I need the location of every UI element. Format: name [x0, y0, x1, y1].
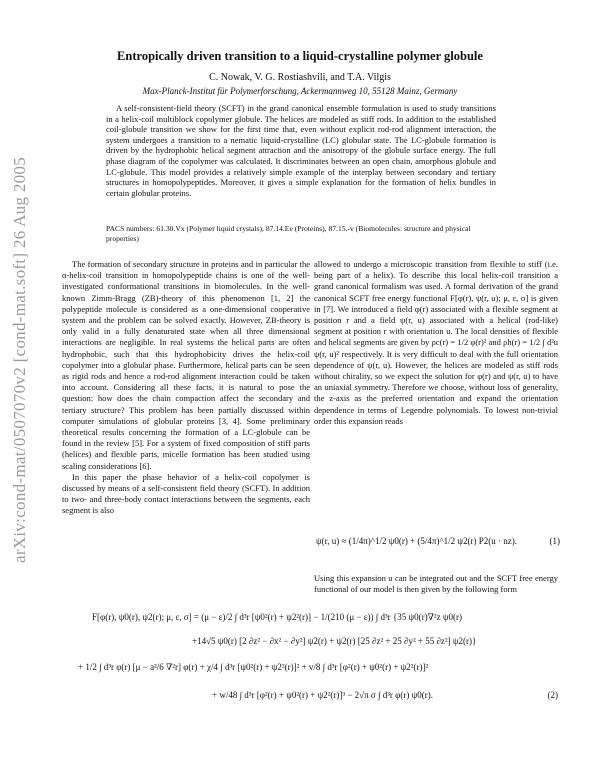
equation-2-line: + w/48 ∫ d³r [φ²(r) + ψ0²(r) + ψ2²(r)]³ − 2√π σ ∫ d³r φ(r) ψ0(r). — [212, 690, 433, 700]
equation-2-line: + 1/2 ∫ d³r φ(r) [μ − a²/6 ∇²r] φ(r) + χ/4 ∫ d³r [ψ0²(r) + ψ2²(r)]² + v/8 ∫ d³r [φ²(r) + ψ0²(r) + ψ2²(r)]² — [78, 662, 429, 672]
paragraph: In this paper the phase behavior of a helix-coil copolymer is discussed by means of a self-consistent field theory (SCFT). In addition to two- and three-body contact interactions between the segments, each segment is also — [62, 471, 310, 516]
body-column-right — [314, 259, 558, 427]
paper-authors: C. Nowak, V. G. Rostiashvili, and T.A. Vilgis — [209, 72, 391, 83]
equation-2 — [62, 612, 562, 724]
body-column-left — [62, 259, 310, 517]
equation-2-line: F[φ(r), ψ0(r), ψ2(r); μ, ε, σ] = (μ − ε)/2 ∫ d³r [ψ0²(r) + ψ2²(r)] − 1/(210 (μ − ε)) ∫ d³r {35 ψ0(r)∇²z ψ0(r) — [92, 612, 462, 622]
paper-affiliation: Max-Planck-Institut für Polymerforschung, Ackermannweg 10, 55128 Mainz, Germany — [142, 86, 458, 96]
arxiv-identifier: arXiv:cond-mat/0507070v2 [cond-mat.soft] 26 Aug 2005 — [10, 156, 29, 564]
equation-2-number: (2) — [547, 690, 558, 700]
body-column-right-continued — [314, 573, 558, 595]
equation-2-line: +14√5 ψ0(r) [2 ∂z² − ∂x² − ∂y²] ψ2(r) + ψ2(r) [25 ∂z² + 25 ∂y² + 55 ∂z²] ψ2(r)} — [192, 636, 477, 646]
paragraph: The formation of secondary structure in proteins and in particular the α-helix-coil transition in homopolypeptide chains is one of the well-investigated conformational transitions in biomolecules. In the well-known Zimm-Bragg (ZB)-theory of this phenomenon [1, 2] the polypeptide molecule is considered as a one-dimensional cooperative system and the problem can be solved exactly. However, ZB-theory is only valid in a fully denaturated state when all three dimensional interactions are negligible. In real systems the helical parts are often hydrophobic, such that this hydrophobicity drives the helix-coil copolymer into a globular phase. Furthermore, helical parts can be seen as rigid rods and hence a rod-rod alignment interaction could be taken into account. Considering all these facts, it is natural to pose the question: how does the chain compaction affect the secondary and tertiary structure? This problem has been partially discussed within computer simulations of globular proteins [3, 4]. Some preliminary theoretical results concerning the formation of a LC-globule can be found in the review [5]. For a system of fixed composition of stiff parts (helices) and flexible parts, micelle formation has been studied using scaling considerations [6]. — [62, 259, 310, 471]
equation-1-number: (1) — [549, 536, 560, 546]
paragraph: Using this expansion u can be integrated out and the SCFT free energy functional of our model is then given by the following form — [314, 573, 558, 595]
arxiv-sidebar-stamp — [2, 120, 38, 600]
abstract: A self-consistent-field theory (SCFT) in the grand canonical ensemble formulation is used to study transitions in a helix-coil multiblock copolymer globule. The helices are modeled as stiff rods. In addition to the established coil-globule transition we show for the first time that, even without explicit rod-rod alignment interaction, the system undergoes a transition to a nematic liquid-crystalline (LC) globular state. The LC-globule formation is driven by the hydrophobic helical segment attraction and the anisotropy of the globule surface energy. The full phase diagram of the copolymer was calculated. It discriminates between an open chain, amorphous globule and LC-globule. This model provides a relatively simple example of the interplay between secondary and tertiary structures in homopolypeptides. Moreover, it gives a simple explanation for the formation of helix bundles in certain globular proteins. — [106, 103, 496, 198]
paper-title: Entropically driven transition to a liquid-crystalline polymer globule — [117, 49, 483, 63]
pacs-numbers: PACS numbers: 61.30.Vx (Polymer liquid crystals), 87.14.Ee (Proteins), 87.15.-v (Biomolecules: structure and physical properties) — [106, 224, 471, 243]
equation-1 — [314, 531, 566, 553]
paragraph: allowed to undergo a microscopic transition from flexible to stiff (i.e. being part of a helix). To describe this local helix-coil transition a grand canonical formalism was used. A formal derivation of the grand canonical SCFT free energy functional F[φ(r), ψ(r, u); μ, ε, σ] is given in [7]. We introduced a field φ(r) associated with a flexible segment at position r and a field ψ(r, u) associated with a helical (rod-like) segment at position r with orientation u. The local densities of flexible and helical segments are given by ρc(r) = 1/2 φ(r)² and ρh(r) = 1/2 ∫ d²u ψ(r, u)² respectively. It is very difficult to deal with the full orientation dependence of ψ(r, u). However, the helices are modeled as stiff rods without chirality, so we expect the solution for φ(r) and ψ(r, u) to have an uniaxial symmetry. Therefore we choose, without loss of generality, the z-axis as the preferred orientation and expand the orientation dependence in terms of Legendre polynomials. To lowest non-trivial order this expansion reads — [314, 259, 558, 426]
equation-1-body: ψ(r, u) ≈ (1/4π)^1/2 ψ0(r) + (5/4π)^1/2 ψ2(r) P2(u · nz). — [316, 536, 518, 546]
